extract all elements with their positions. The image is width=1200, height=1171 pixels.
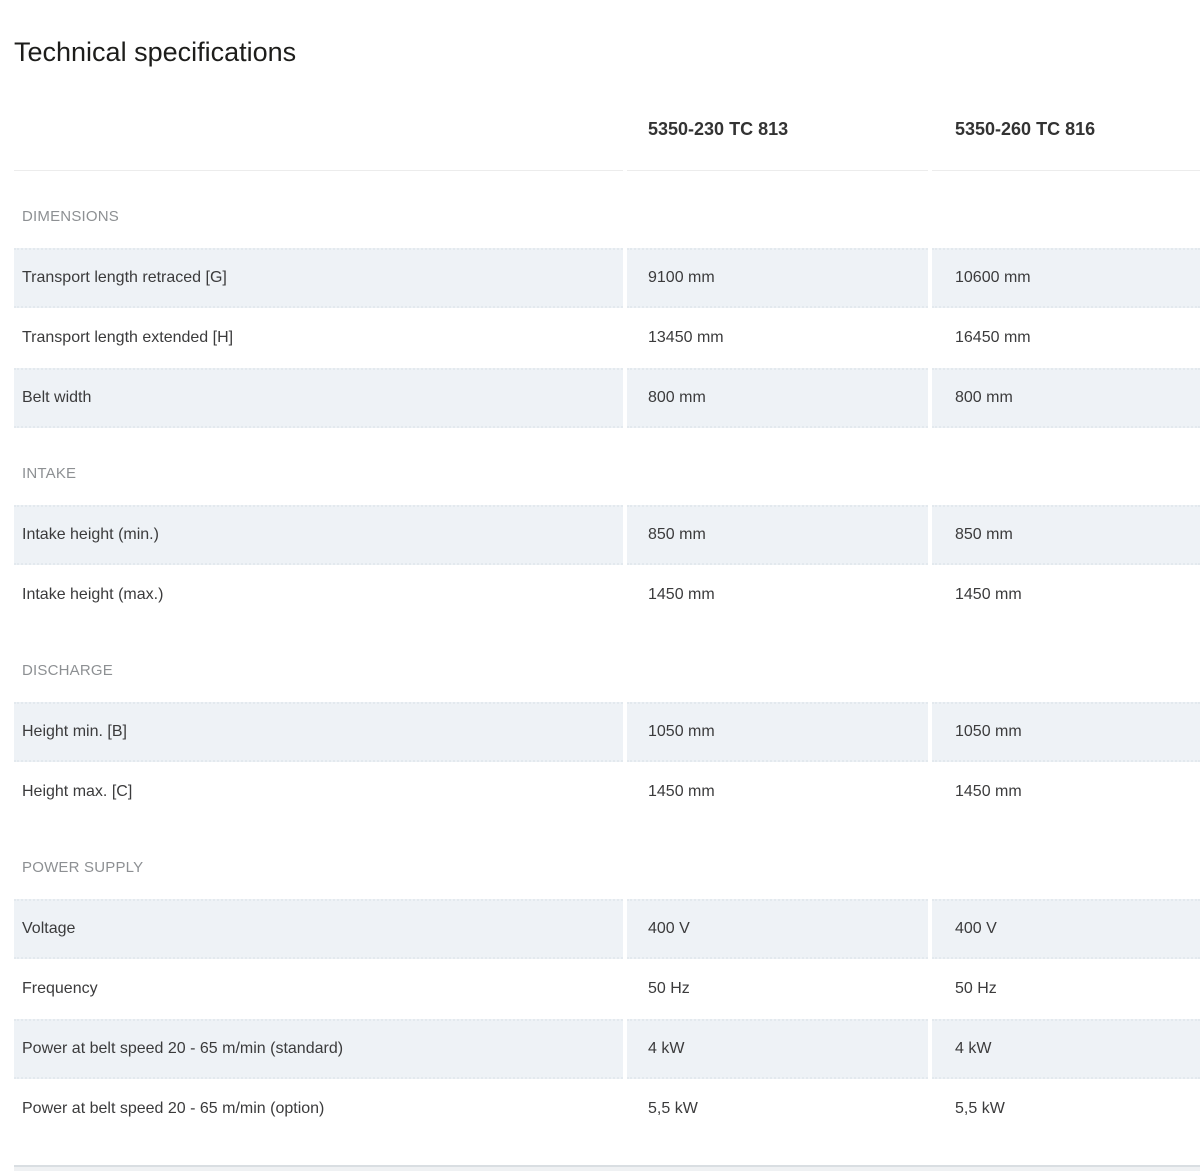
spec-value-col1: 4 kW (627, 1019, 928, 1079)
spec-value-col1: 5,5 kW (648, 1100, 698, 1117)
table-header-row (14, 70, 1200, 171)
table-row (14, 1019, 1200, 1079)
bottom-divider (14, 1165, 1200, 1171)
spec-value-col1: 400 V (627, 899, 928, 959)
spec-value-col1: 1450 mm (648, 586, 715, 603)
spec-value-col2: 1050 mm (932, 702, 1200, 762)
spec-label: Frequency (22, 980, 98, 997)
spec-label: Transport length retraced [G] (14, 248, 623, 308)
spec-label: Height max. [C] (22, 783, 133, 800)
section-title-dimensions: DIMENSIONS (22, 208, 120, 225)
table-row (14, 959, 1200, 1019)
spec-value-col2: 1450 mm (955, 783, 1022, 800)
spec-value-col1: 13450 mm (648, 329, 724, 346)
spec-value-col1: 50 Hz (648, 980, 690, 997)
spec-label: Power at belt speed 20 - 65 m/min (standard) (14, 1019, 623, 1079)
spec-value-col1: 9100 mm (627, 248, 928, 308)
spec-label: Intake height (max.) (22, 586, 164, 603)
spec-label: Voltage (14, 899, 623, 959)
spec-label: Intake height (min.) (14, 505, 623, 565)
table-row (14, 565, 1200, 625)
spec-table (14, 70, 1200, 1139)
spec-value-col1: 800 mm (627, 368, 928, 428)
table-row (14, 505, 1200, 565)
spec-value-col2: 4 kW (932, 1019, 1200, 1079)
spec-label: Height min. [B] (14, 702, 623, 762)
table-row (14, 762, 1200, 822)
table-row (14, 248, 1200, 308)
spec-value-col2: 1450 mm (955, 586, 1022, 603)
table-row (14, 899, 1200, 959)
spec-value-col2: 5,5 kW (955, 1100, 1005, 1117)
table-row (14, 368, 1200, 428)
spec-label: Transport length extended [H] (22, 329, 234, 346)
spec-value-col1: 1050 mm (627, 702, 928, 762)
column-header-model-2: 5350-260 TC 816 (932, 70, 1200, 171)
spec-value-col2: 10600 mm (932, 248, 1200, 308)
table-row (14, 702, 1200, 762)
table-row (14, 1079, 1200, 1139)
spec-value-col1: 850 mm (627, 505, 928, 565)
spec-value-col2: 400 V (932, 899, 1200, 959)
spec-value-col1: 1450 mm (648, 783, 715, 800)
header-spacer-cell (14, 70, 623, 171)
section-title-discharge: DISCHARGE (22, 662, 113, 679)
spec-value-col2: 50 Hz (955, 980, 997, 997)
spec-value-col2: 850 mm (932, 505, 1200, 565)
column-header-model-1: 5350-230 TC 813 (627, 70, 928, 171)
table-row (14, 308, 1200, 368)
page-title: Technical specifications (14, 37, 297, 67)
spec-value-col2: 16450 mm (955, 329, 1031, 346)
spec-label: Belt width (14, 368, 623, 428)
section-title-intake: INTAKE (22, 465, 77, 482)
section-title-power-supply: POWER SUPPLY (22, 859, 144, 876)
spec-label: Power at belt speed 20 - 65 m/min (option) (22, 1100, 325, 1117)
spec-value-col2: 800 mm (932, 368, 1200, 428)
